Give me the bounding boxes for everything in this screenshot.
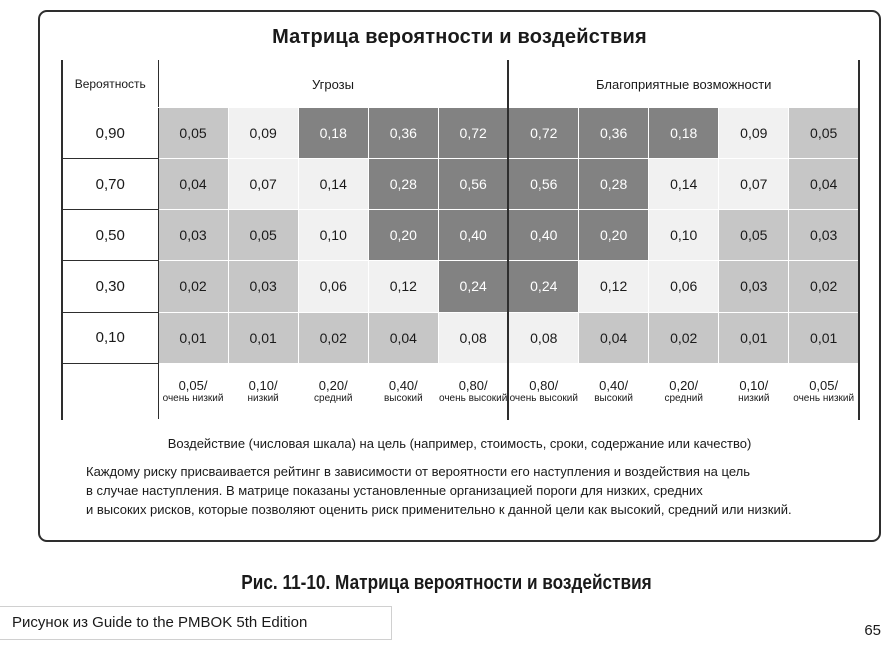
opportunities-header: Благоприятные возможности xyxy=(508,61,859,108)
probability-value: 0,50 xyxy=(62,210,158,261)
explanation-line: Каждому риску присваивается рейтинг в зависимости от вероятности его наступления и воздействия на цель xyxy=(86,464,750,479)
source-note: Рисунок из Guide to the PMBOK 5th Edition xyxy=(0,606,392,640)
figure-caption: Рис. 11-10. Матрица вероятности и воздействия xyxy=(241,572,652,594)
opportunity-score-cell: 0,03 xyxy=(719,261,789,312)
figure-title: Матрица вероятности и воздействия xyxy=(272,26,647,48)
matrix-row xyxy=(62,312,859,363)
opportunity-score-cell: 0,01 xyxy=(789,312,859,363)
opportunity-score-cell: 0,07 xyxy=(719,159,789,210)
threat-score-cell: 0,05 xyxy=(228,210,298,261)
threat-score-cell: 0,12 xyxy=(368,261,438,312)
impact-value: 0,05/ xyxy=(809,378,839,394)
threat-score-cell: 0,07 xyxy=(228,159,298,210)
opportunity-score-cell: 0,05 xyxy=(719,210,789,261)
opportunity-score-cell: 0,56 xyxy=(508,159,578,210)
threat-score-cell: 0,06 xyxy=(298,261,368,312)
threat-score-cell: 0,04 xyxy=(158,159,228,210)
opportunity-score-cell: 0,20 xyxy=(579,210,649,261)
threat-score-cell: 0,20 xyxy=(368,210,438,261)
opportunity-score-cell: 0,10 xyxy=(649,210,719,261)
opportunity-score-cell: 0,06 xyxy=(649,261,719,312)
opportunity-score-cell: 0,72 xyxy=(508,108,578,159)
threat-score-cell: 0,04 xyxy=(368,312,438,363)
threat-score-cell: 0,05 xyxy=(158,108,228,159)
impact-scale-cell xyxy=(508,363,578,419)
threat-score-cell: 0,02 xyxy=(298,312,368,363)
impact-scale-row xyxy=(62,363,859,419)
threat-score-cell: 0,56 xyxy=(438,159,508,210)
opportunity-score-cell: 0,12 xyxy=(579,261,649,312)
opportunity-score-cell: 0,04 xyxy=(789,159,859,210)
opportunity-score-cell: 0,36 xyxy=(579,108,649,159)
probability-impact-matrix xyxy=(61,60,860,420)
opportunity-score-cell: 0,24 xyxy=(508,261,578,312)
matrix-row xyxy=(62,108,859,159)
threat-score-cell: 0,72 xyxy=(438,108,508,159)
impact-scale-cell xyxy=(789,363,859,419)
threat-score-cell: 0,18 xyxy=(298,108,368,159)
impact-label: высокий xyxy=(594,393,633,405)
impact-value: 0,20/ xyxy=(318,378,348,394)
impact-value: 0,05/ xyxy=(178,378,208,394)
opportunity-score-cell: 0,01 xyxy=(719,312,789,363)
threat-score-cell: 0,28 xyxy=(368,159,438,210)
matrix-row xyxy=(62,210,859,261)
threat-score-cell: 0,02 xyxy=(158,261,228,312)
opportunity-score-cell: 0,02 xyxy=(789,261,859,312)
impact-label: средний xyxy=(664,393,703,405)
threat-score-cell: 0,40 xyxy=(438,210,508,261)
opportunity-score-cell: 0,14 xyxy=(649,159,719,210)
impact-label: низкий xyxy=(247,393,279,405)
opportunity-score-cell: 0,18 xyxy=(649,108,719,159)
probability-value: 0,30 xyxy=(62,261,158,312)
impact-value: 0,20/ xyxy=(669,378,699,394)
explanation-line: в случае наступления. В матрице показаны установленные организацией пороги для низких, средних xyxy=(86,483,703,498)
impact-label: очень высокий xyxy=(438,393,508,405)
impact-label: средний xyxy=(314,393,353,405)
threat-score-cell: 0,10 xyxy=(298,210,368,261)
opportunity-score-cell: 0,40 xyxy=(508,210,578,261)
impact-label: низкий xyxy=(738,393,770,405)
impact-value: 0,40/ xyxy=(388,378,418,394)
impact-axis-caption: Воздействие (числовая шкала) на цель (например, стоимость, сроки, содержание или качество) xyxy=(167,436,752,451)
threat-score-cell: 0,36 xyxy=(368,108,438,159)
threats-header: Угрозы xyxy=(158,61,508,108)
impact-value: 0,10/ xyxy=(739,378,769,394)
threat-score-cell: 0,01 xyxy=(158,312,228,363)
impact-label: очень низкий xyxy=(162,393,224,405)
threat-score-cell: 0,01 xyxy=(228,312,298,363)
impact-label: очень низкий xyxy=(793,393,855,405)
opportunity-score-cell: 0,05 xyxy=(789,108,859,159)
threat-score-cell: 0,03 xyxy=(158,210,228,261)
impact-scale-cell xyxy=(228,363,298,419)
opportunity-score-cell: 0,28 xyxy=(579,159,649,210)
threat-score-cell: 0,08 xyxy=(438,312,508,363)
impact-value: 0,80/ xyxy=(458,378,488,394)
opportunity-score-cell: 0,02 xyxy=(649,312,719,363)
probability-value: 0,10 xyxy=(62,312,158,363)
impact-label: очень высокий xyxy=(509,393,578,405)
threat-score-cell: 0,03 xyxy=(228,261,298,312)
opportunity-score-cell: 0,09 xyxy=(719,108,789,159)
impact-scale-cell xyxy=(158,363,228,419)
threat-score-cell: 0,14 xyxy=(298,159,368,210)
impact-scale-cell xyxy=(368,363,438,419)
impact-scale-cell xyxy=(438,363,508,419)
impact-label: высокий xyxy=(383,393,423,405)
probability-value: 0,90 xyxy=(62,108,158,159)
opportunity-score-cell: 0,03 xyxy=(789,210,859,261)
impact-value: 0,40/ xyxy=(599,378,629,394)
figure-frame xyxy=(38,10,881,542)
matrix-row xyxy=(62,159,859,210)
matrix-body xyxy=(62,108,859,420)
threat-score-cell: 0,09 xyxy=(228,108,298,159)
explanation-line: и высоких рисков, которые позволяют оценить риск применительно к данной цели как высокий, средний или низкий. xyxy=(86,502,792,517)
impact-value: 0,80/ xyxy=(529,378,559,394)
impact-value: 0,10/ xyxy=(248,378,278,394)
opportunity-score-cell: 0,08 xyxy=(508,312,578,363)
impact-scale-cell xyxy=(649,363,719,419)
matrix-row xyxy=(62,261,859,312)
probability-header: Вероятность xyxy=(62,61,158,108)
matrix-header-row xyxy=(62,61,859,108)
probability-value: 0,70 xyxy=(62,159,158,210)
threat-score-cell: 0,24 xyxy=(438,261,508,312)
page-number: 65 xyxy=(864,622,881,639)
opportunity-score-cell: 0,04 xyxy=(579,312,649,363)
impact-scale-cell xyxy=(579,363,649,419)
impact-row-corner xyxy=(62,363,158,419)
impact-scale-cell xyxy=(719,363,789,419)
explanation-text xyxy=(86,462,886,519)
impact-scale-cell xyxy=(298,363,368,419)
